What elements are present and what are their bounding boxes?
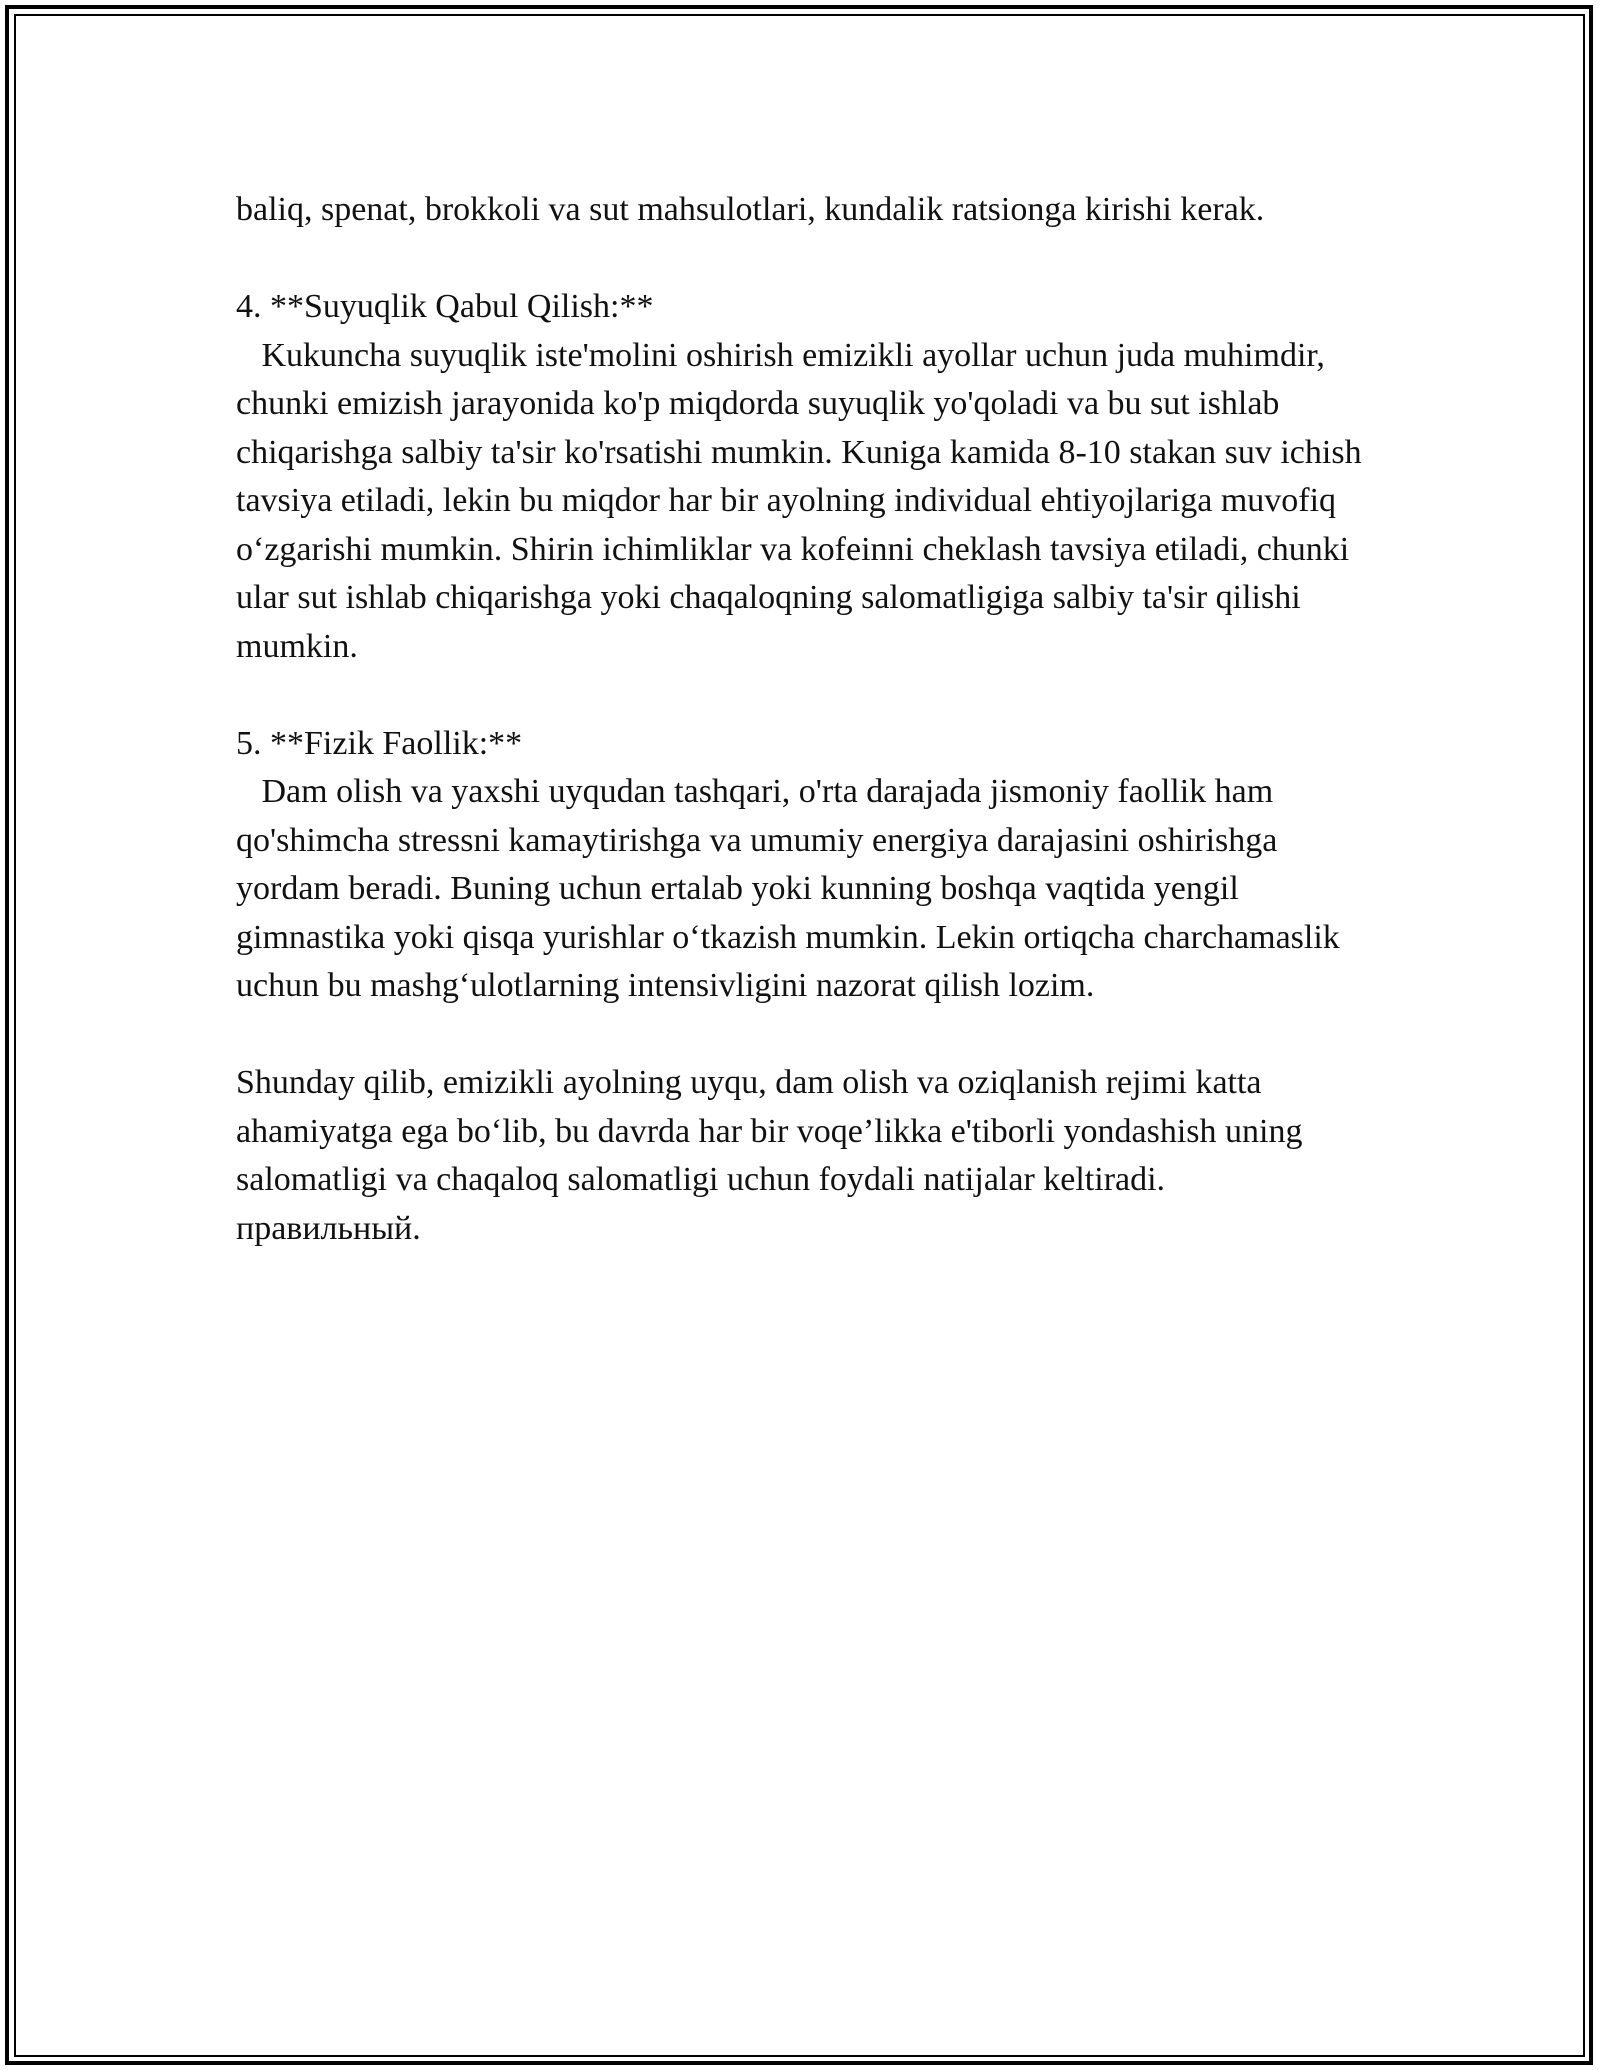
paragraph-gap [236,671,1366,720]
paragraph-gap [236,235,1366,284]
section-4-body: Kukuncha suyuqlik iste'molini oshirish emizikli ayollar uchun juda muhimdir, chunki emizish jarayonida ko'p miqdorda suyuqlik yo'qoladi va bu sut ishlab chiqarishga salbiy ta'sir ko'rsatishi mumkin. Kuniga kamida 8-10 stakan suv ichish tavsiya etiladi, lekin bu miqdor har bir ayolning individual ehtiyojlariga muvofiq o‘zgarishi mumkin. Shirin ichimliklar va kofeinni cheklash tavsiya etiladi, chunki ular sut ishlab chiqarishga yoki chaqaloqning salomatligiga salbiy ta'sir qilishi mumkin. [236,336,1371,665]
intro-line: baliq, spenat, brokkoli va sut mahsulotlari, kundalik ratsionga kirishi kerak. [236,191,1265,228]
document-body [236,186,1371,1253]
paragraph-gap [236,1011,1366,1060]
section-5-body: Dam olish va yaxshi uyqudan tashqari, o'rta darajada jismoniy faollik ham qo'shimcha stressni kamaytirishga va umumiy energiya darajasini oshirishga yordam beradi. Buning uchun ertalab yoki kunning boshqa vaqtida yengil gimnastika yoki qisqa yurishlar o‘tkazish mumkin. Lekin ortiqcha charchamaslik uchun bu mashg‘ulotlarning intensivligini nazorat qilish lozim. [236,773,1349,1004]
section-5-heading: 5. **Fizik Faollik:** [236,724,523,762]
conclusion-paragraph: Shunday qilib, emizikli ayolning uyqu, dam olish va oziqlanish rejimi katta ahamiyatga ega bo‘lib, bu davrda har bir voqe’likka e'tiborli yondashish uning salomatligi va chaqaloq salomatligi uchun foydali natijalar keltiradi. [236,1064,1311,1198]
trailing-word: правильный. [236,1209,421,1247]
section-4-heading: 4. **Suyuqlik Qabul Qilish:** [236,288,654,325]
